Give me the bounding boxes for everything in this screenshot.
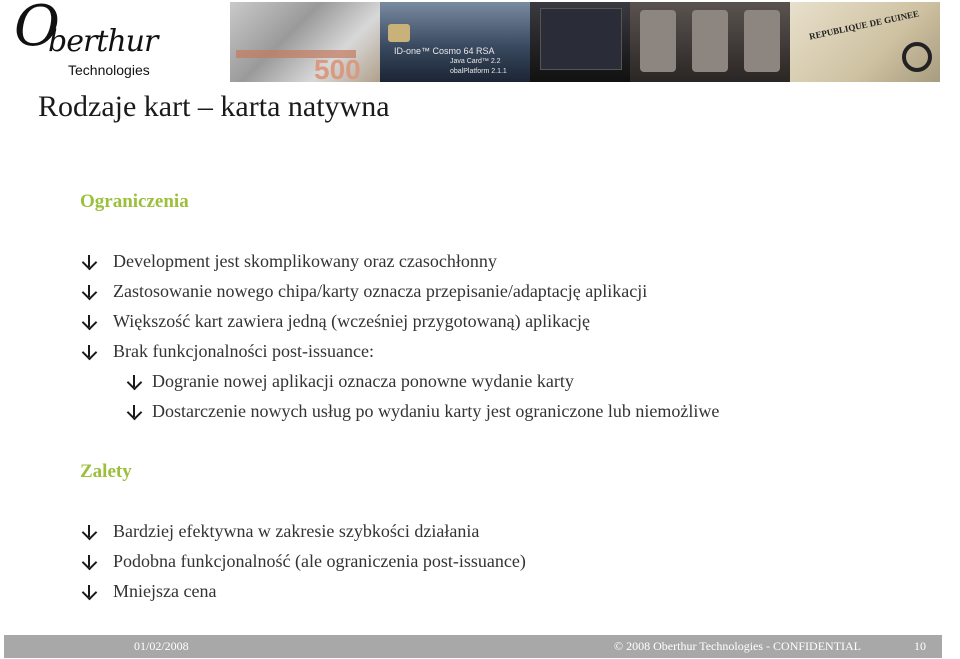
advantages-heading: Zalety — [80, 461, 132, 482]
page-number: 10 — [914, 639, 926, 653]
passport-image: REPUBLIQUE DE GUINEE — [790, 2, 940, 82]
limitations-heading: Ograniczenia — [80, 191, 189, 212]
oberthur-logo — [4, 2, 160, 82]
arrow-bullet-icon — [82, 255, 96, 269]
smart-card-image: ID-one™ Cosmo 64 RSA Java Card™ 2.2 obalPlatform 2.1.1 — [380, 2, 530, 82]
slide-title: Rodzaje kart – karta natywna — [38, 90, 390, 123]
list-item: Development jest skomplikowany oraz czasochłonny — [113, 251, 497, 271]
list-item: Podobna funkcjonalność (ale ograniczenia post-issuance) — [113, 551, 526, 571]
arrow-bullet-icon — [82, 555, 96, 569]
arrow-bullet-icon — [127, 405, 141, 419]
logo-letter-o: O — [14, 0, 58, 59]
list-item: Większość kart zawiera jedną (wcześniej przygotowaną) aplikację — [113, 311, 591, 331]
sub-list-item: Dogranie nowej aplikacji oznacza ponowne wydanie karty — [152, 371, 574, 391]
arrow-bullet-icon — [82, 285, 96, 299]
chip-icon — [388, 24, 410, 42]
list-item: Mniejsza cena — [113, 581, 217, 601]
banknote-image: 500 — [230, 2, 380, 82]
list-item: Brak funkcjonalności post-issuance: — [113, 341, 374, 361]
sub-list-item: Dostarczenie nowych usług po wydaniu karty jest ograniczone lub niemożliwe — [152, 401, 720, 421]
list-item: Bardziej efektywna w zakresie szybkości działania — [113, 521, 480, 541]
footer-copyright: © 2008 Oberthur Technologies - CONFIDENTIAL — [614, 639, 862, 653]
arrow-bullet-icon — [82, 315, 96, 329]
footer-date: 01/02/2008 — [134, 639, 189, 653]
list-item: Zastosowanie nowego chipa/karty oznacza przepisanie/adaptację aplikacji — [113, 281, 648, 301]
header-banner-image — [230, 2, 940, 82]
logo-name: berthur — [48, 24, 158, 59]
footer-bar — [4, 635, 942, 658]
arrow-bullet-icon — [82, 525, 96, 539]
card-image — [530, 2, 630, 82]
arrow-bullet-icon — [82, 585, 96, 599]
logo-subtitle: Technologies — [68, 62, 150, 78]
arrow-bullet-icon — [127, 375, 141, 389]
arrow-bullet-icon — [82, 345, 96, 359]
devices-image — [630, 2, 790, 82]
